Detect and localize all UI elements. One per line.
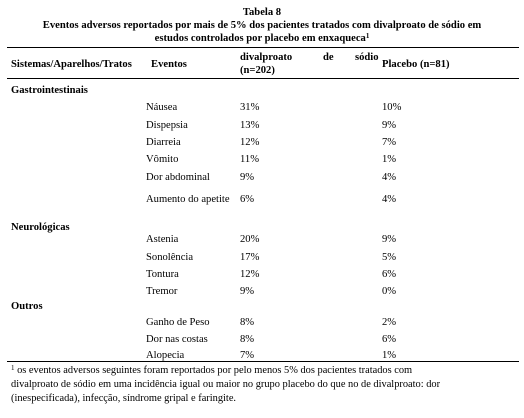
table-top-rule: [7, 47, 519, 48]
header-bottom-rule: [7, 78, 519, 79]
event-cell: Tremor: [146, 286, 178, 297]
event-cell: Ganho de Peso: [146, 317, 210, 328]
event-cell: Tontura: [146, 269, 179, 280]
event-cell: Astenia: [146, 234, 179, 245]
event-cell: Diarreia: [146, 137, 181, 148]
event-cell: Alopecia: [146, 350, 185, 361]
header-drug-n: (n=202): [240, 65, 275, 76]
drug-percent-cell: 9%: [240, 172, 255, 183]
placebo-percent-cell: 6%: [382, 334, 397, 345]
drug-percent-cell: 9%: [240, 286, 255, 297]
drug-percent-cell: 31%: [240, 102, 260, 113]
group-header: Neurológicas: [11, 222, 70, 233]
footnote-line-3: (inespecificada), infecção, síndrome gripal e faringite.: [11, 393, 237, 404]
drug-percent-cell: 20%: [240, 234, 260, 245]
event-cell: Dor abdominal: [146, 172, 210, 183]
event-cell: Vômito: [146, 154, 179, 165]
title-footnote-marker: 1: [365, 32, 370, 40]
placebo-percent-cell: 10%: [382, 102, 402, 113]
event-cell: Dor nas costas: [146, 334, 208, 345]
event-cell: Sonolência: [146, 252, 194, 263]
header-drug-word-1: divalproato: [240, 52, 293, 63]
placebo-percent-cell: 4%: [382, 172, 397, 183]
table-label: Tabela 8: [242, 7, 282, 18]
table-title-line-2: [0, 32, 524, 45]
drug-percent-cell: 12%: [240, 137, 260, 148]
placebo-percent-cell: 1%: [382, 154, 397, 165]
drug-percent-cell: 6%: [240, 194, 255, 205]
placebo-percent-cell: 9%: [382, 234, 397, 245]
table-title-line-1: Eventos adversos reportados por mais de 5% dos pacientes tratados com divalproato de sódio em: [42, 20, 482, 31]
drug-percent-cell: 11%: [240, 154, 260, 165]
header-event: Eventos: [151, 59, 187, 70]
drug-percent-cell: 12%: [240, 269, 260, 280]
footnote-line-2: divalproato de sódio em uma incidência igual ou maior no grupo placebo do que no de divalproato: dor: [11, 379, 441, 390]
header-placebo: Placebo (n=81): [382, 59, 450, 70]
table-title-text: estudos controlados por placebo em enxaqueca: [154, 33, 366, 44]
table-bottom-rule: [7, 361, 519, 362]
drug-percent-cell: 13%: [240, 120, 260, 131]
footnote-text-1: os eventos adversos seguintes foram reportados por pelo menos 5% dos pacientes tratados com: [14, 365, 413, 376]
placebo-percent-cell: 1%: [382, 350, 397, 361]
drug-percent-cell: 7%: [240, 350, 255, 361]
placebo-percent-cell: 2%: [382, 317, 397, 328]
placebo-percent-cell: 7%: [382, 137, 397, 148]
placebo-percent-cell: 0%: [382, 286, 397, 297]
event-cell: Aumento do apetite: [146, 194, 230, 205]
placebo-percent-cell: 4%: [382, 194, 397, 205]
placebo-percent-cell: 9%: [382, 120, 397, 131]
placebo-percent-cell: 5%: [382, 252, 397, 263]
header-drug-word-2: de: [323, 52, 334, 63]
header-system: Sistemas/Aparelhos/Tratos: [11, 59, 132, 70]
drug-percent-cell: 8%: [240, 317, 255, 328]
group-header: Gastrointestinais: [11, 85, 88, 96]
group-header: Outros: [11, 301, 43, 312]
drug-percent-cell: 8%: [240, 334, 255, 345]
drug-percent-cell: 17%: [240, 252, 260, 263]
event-cell: Dispepsia: [146, 120, 188, 131]
footnote-line-1: [11, 364, 516, 378]
header-drug-word-3: sódio: [355, 52, 379, 63]
placebo-percent-cell: 6%: [382, 269, 397, 280]
event-cell: Náusea: [146, 102, 178, 113]
footnote-marker: 1: [11, 364, 15, 372]
